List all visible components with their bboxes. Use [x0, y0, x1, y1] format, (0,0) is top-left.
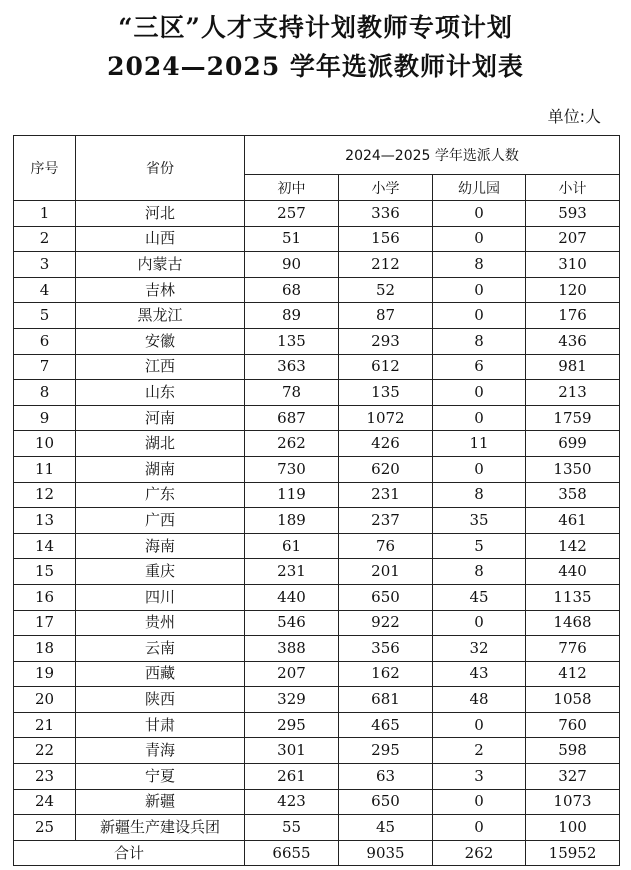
table-body [14, 201, 620, 841]
subtotal-cell: 1468 [526, 610, 620, 636]
seq-cell: 14 [14, 533, 76, 559]
primary-cell: 612 [339, 354, 433, 380]
junior-cell: 329 [245, 687, 339, 713]
page-subtitle: 2024—2025 学年选派教师计划表 [107, 52, 524, 81]
subtotal-cell: 436 [526, 328, 620, 354]
table-row [14, 764, 620, 790]
unit-label: 单位:人 [547, 107, 601, 126]
junior-cell: 262 [245, 431, 339, 457]
kindergarten-cell: 45 [433, 584, 526, 610]
seq-cell: 13 [14, 508, 76, 534]
total-row [14, 840, 620, 865]
kindergarten-cell: 32 [433, 636, 526, 662]
seq-cell: 10 [14, 431, 76, 457]
subtotal-cell: 213 [526, 380, 620, 406]
kindergarten-cell: 3 [433, 764, 526, 790]
subtotal-cell: 207 [526, 226, 620, 252]
primary-cell: 162 [339, 661, 433, 687]
kindergarten-cell: 0 [433, 303, 526, 329]
subtotal-cell: 1073 [526, 789, 620, 815]
header-row-1 [14, 136, 620, 175]
kindergarten-cell: 0 [433, 277, 526, 303]
total-kindergarten: 262 [433, 840, 526, 865]
total-junior: 6655 [245, 840, 339, 865]
table-row [14, 712, 620, 738]
primary-cell: 295 [339, 738, 433, 764]
seq-cell: 9 [14, 405, 76, 431]
province-cell: 宁夏 [76, 764, 245, 790]
junior-cell: 68 [245, 277, 339, 303]
kindergarten-cell: 0 [433, 815, 526, 841]
table-row [14, 328, 620, 354]
subtotal-cell: 310 [526, 252, 620, 278]
table-row [14, 303, 620, 329]
header-province: 省份 [76, 136, 245, 201]
province-cell: 广东 [76, 482, 245, 508]
header-junior: 初中 [245, 175, 339, 201]
total-label: 合计 [14, 840, 245, 865]
primary-cell: 45 [339, 815, 433, 841]
header-subtotal: 小计 [526, 175, 620, 201]
province-cell: 云南 [76, 636, 245, 662]
province-cell: 青海 [76, 738, 245, 764]
subtotal-cell: 176 [526, 303, 620, 329]
seq-cell: 8 [14, 380, 76, 406]
kindergarten-cell: 2 [433, 738, 526, 764]
seq-cell: 3 [14, 252, 76, 278]
table-row [14, 610, 620, 636]
seq-cell: 23 [14, 764, 76, 790]
junior-cell: 730 [245, 456, 339, 482]
province-cell: 甘肃 [76, 712, 245, 738]
table-row [14, 226, 620, 252]
primary-cell: 76 [339, 533, 433, 559]
primary-cell: 237 [339, 508, 433, 534]
province-cell: 新疆生产建设兵团 [76, 815, 245, 841]
table-row [14, 661, 620, 687]
subtotal-cell: 981 [526, 354, 620, 380]
kindergarten-cell: 8 [433, 482, 526, 508]
kindergarten-cell: 8 [433, 559, 526, 585]
province-cell: 西藏 [76, 661, 245, 687]
province-cell: 吉林 [76, 277, 245, 303]
primary-cell: 52 [339, 277, 433, 303]
junior-cell: 51 [245, 226, 339, 252]
header-primary: 小学 [339, 175, 433, 201]
seq-cell: 16 [14, 584, 76, 610]
province-cell: 湖南 [76, 456, 245, 482]
junior-cell: 423 [245, 789, 339, 815]
seq-cell: 6 [14, 328, 76, 354]
primary-cell: 650 [339, 789, 433, 815]
junior-cell: 135 [245, 328, 339, 354]
subtotal-cell: 461 [526, 508, 620, 534]
primary-cell: 650 [339, 584, 433, 610]
junior-cell: 90 [245, 252, 339, 278]
primary-cell: 201 [339, 559, 433, 585]
seq-cell: 11 [14, 456, 76, 482]
header-kindergarten: 幼儿园 [433, 175, 526, 201]
subtotal-cell: 1135 [526, 584, 620, 610]
header-group: 2024—2025 学年选派人数 [245, 136, 620, 175]
primary-cell: 922 [339, 610, 433, 636]
junior-cell: 78 [245, 380, 339, 406]
province-cell: 贵州 [76, 610, 245, 636]
subtotal-cell: 100 [526, 815, 620, 841]
seq-cell: 2 [14, 226, 76, 252]
junior-cell: 261 [245, 764, 339, 790]
table-row [14, 482, 620, 508]
subtotal-cell: 593 [526, 201, 620, 227]
primary-cell: 63 [339, 764, 433, 790]
seq-cell: 4 [14, 277, 76, 303]
kindergarten-cell: 0 [433, 380, 526, 406]
junior-cell: 89 [245, 303, 339, 329]
subtotal-cell: 1759 [526, 405, 620, 431]
primary-cell: 87 [339, 303, 433, 329]
primary-cell: 156 [339, 226, 433, 252]
seq-cell: 19 [14, 661, 76, 687]
province-cell: 内蒙古 [76, 252, 245, 278]
table-row [14, 456, 620, 482]
kindergarten-cell: 48 [433, 687, 526, 713]
subtotal-cell: 1350 [526, 456, 620, 482]
province-cell: 河北 [76, 201, 245, 227]
seq-cell: 22 [14, 738, 76, 764]
kindergarten-cell: 6 [433, 354, 526, 380]
page-title: “三区”人才支持计划教师专项计划 [118, 13, 513, 42]
table-row [14, 815, 620, 841]
junior-cell: 61 [245, 533, 339, 559]
kindergarten-cell: 8 [433, 328, 526, 354]
seq-cell: 15 [14, 559, 76, 585]
table-row [14, 508, 620, 534]
primary-cell: 135 [339, 380, 433, 406]
total-primary: 9035 [339, 840, 433, 865]
kindergarten-cell: 0 [433, 456, 526, 482]
junior-cell: 388 [245, 636, 339, 662]
junior-cell: 301 [245, 738, 339, 764]
seq-cell: 7 [14, 354, 76, 380]
primary-cell: 465 [339, 712, 433, 738]
seq-cell: 12 [14, 482, 76, 508]
seq-cell: 25 [14, 815, 76, 841]
province-cell: 陕西 [76, 687, 245, 713]
header-seq: 序号 [14, 136, 76, 201]
kindergarten-cell: 43 [433, 661, 526, 687]
province-cell: 黑龙江 [76, 303, 245, 329]
table-row [14, 380, 620, 406]
junior-cell: 546 [245, 610, 339, 636]
primary-cell: 336 [339, 201, 433, 227]
primary-cell: 212 [339, 252, 433, 278]
subtotal-cell: 776 [526, 636, 620, 662]
subtotal-cell: 699 [526, 431, 620, 457]
table-row [14, 533, 620, 559]
province-cell: 湖北 [76, 431, 245, 457]
subtotal-cell: 327 [526, 764, 620, 790]
junior-cell: 687 [245, 405, 339, 431]
table-row [14, 687, 620, 713]
province-cell: 河南 [76, 405, 245, 431]
primary-cell: 426 [339, 431, 433, 457]
primary-cell: 231 [339, 482, 433, 508]
table-row [14, 277, 620, 303]
province-cell: 广西 [76, 508, 245, 534]
seq-cell: 1 [14, 201, 76, 227]
table-row [14, 201, 620, 227]
junior-cell: 55 [245, 815, 339, 841]
province-cell: 江西 [76, 354, 245, 380]
seq-cell: 20 [14, 687, 76, 713]
table-row [14, 789, 620, 815]
subtotal-cell: 598 [526, 738, 620, 764]
kindergarten-cell: 0 [433, 226, 526, 252]
table-row [14, 405, 620, 431]
province-cell: 新疆 [76, 789, 245, 815]
seq-cell: 24 [14, 789, 76, 815]
subtotal-cell: 358 [526, 482, 620, 508]
primary-cell: 1072 [339, 405, 433, 431]
primary-cell: 620 [339, 456, 433, 482]
province-cell: 安徽 [76, 328, 245, 354]
junior-cell: 119 [245, 482, 339, 508]
junior-cell: 189 [245, 508, 339, 534]
primary-cell: 356 [339, 636, 433, 662]
subtotal-cell: 760 [526, 712, 620, 738]
table-row [14, 354, 620, 380]
province-cell: 重庆 [76, 559, 245, 585]
junior-cell: 231 [245, 559, 339, 585]
province-cell: 山东 [76, 380, 245, 406]
province-cell: 海南 [76, 533, 245, 559]
table-row [14, 559, 620, 585]
junior-cell: 207 [245, 661, 339, 687]
kindergarten-cell: 8 [433, 252, 526, 278]
kindergarten-cell: 5 [433, 533, 526, 559]
table-row [14, 252, 620, 278]
teacher-plan-table [13, 135, 620, 866]
kindergarten-cell: 35 [433, 508, 526, 534]
primary-cell: 293 [339, 328, 433, 354]
junior-cell: 257 [245, 201, 339, 227]
primary-cell: 681 [339, 687, 433, 713]
subtotal-cell: 412 [526, 661, 620, 687]
table-row [14, 431, 620, 457]
kindergarten-cell: 11 [433, 431, 526, 457]
kindergarten-cell: 0 [433, 405, 526, 431]
kindergarten-cell: 0 [433, 789, 526, 815]
subtotal-cell: 1058 [526, 687, 620, 713]
seq-cell: 5 [14, 303, 76, 329]
kindergarten-cell: 0 [433, 610, 526, 636]
subtotal-cell: 440 [526, 559, 620, 585]
subtotal-cell: 120 [526, 277, 620, 303]
seq-cell: 18 [14, 636, 76, 662]
kindergarten-cell: 0 [433, 201, 526, 227]
province-cell: 四川 [76, 584, 245, 610]
junior-cell: 363 [245, 354, 339, 380]
subtotal-cell: 142 [526, 533, 620, 559]
seq-cell: 21 [14, 712, 76, 738]
junior-cell: 295 [245, 712, 339, 738]
table-row [14, 738, 620, 764]
seq-cell: 17 [14, 610, 76, 636]
total-subtotal: 15952 [526, 840, 620, 865]
table-row [14, 584, 620, 610]
table-row [14, 636, 620, 662]
kindergarten-cell: 0 [433, 712, 526, 738]
province-cell: 山西 [76, 226, 245, 252]
junior-cell: 440 [245, 584, 339, 610]
